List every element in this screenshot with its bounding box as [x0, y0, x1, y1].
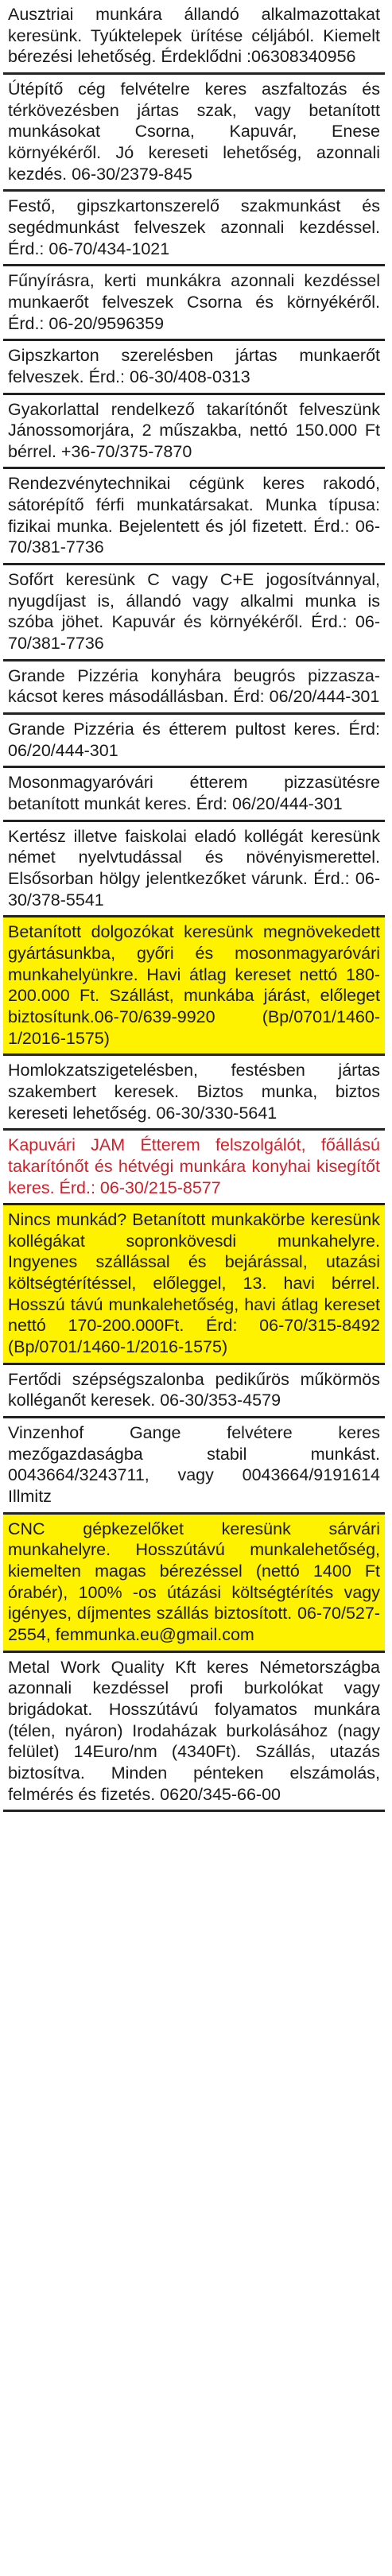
classified-ad: Ausztriai munkára állandó alkalmazottakat keresünk. Tyúktelepek ürítése céljából. Kiemelt bérezési lehetőség. Érdeklődni :06308340956 — [3, 0, 385, 75]
classified-ad: Metal Work Quality Kft keres Németországba azonnali kezdéssel profi burkolókat vagy brigádokat. Hosszútávú folyamatos munkára (télen, nyáron) Irodaházak burkolásához (nagy felület) 14Euro/nm (4340Ft). Szállás, utazás biztosítva. Minden pénteken elszámolás, felmérés és fizetés. 0620/345-66-00 — [3, 1653, 385, 1813]
classified-ad: Fertődi szépségszalonba pedikűrös műkörmös kolléganőt keresek. 06-30/353-4579 — [3, 1365, 385, 1418]
classified-ad: Útépítő cég felvételre keres aszfaltozás és térkövezésben jártas szak, vagy betanított munkásokat Csorna, Kapuvár, Enese környékéről. Jó kereseti lehetőség, azonnali kezdés. 06-30/2379-845 — [3, 75, 385, 192]
classified-ads-column — [3, 0, 385, 1812]
classified-ad-highlighted: CNC gépkezelőket keresünk sárvári munkahelyre. Hosszútávú munkalehetőség, kiemelten magas bérezéssel (nettó 1400 Ft órabér), 100% -os útázási költségtérítés vagy igényes, díjmentes szállás biztosított. 06-70/527-2554, femmunka.eu@gmail.com — [3, 1515, 385, 1653]
classified-ad: Rendezvénytechnikai cégünk keres rakodó, sátorépítő férfi munkatársakat. Munka típusa: fizikai munka. Bejelentett és jól fizetett. Érd.: 06-70/381-7736 — [3, 469, 385, 565]
classified-ad-highlighted: Nincs munkád? Betanított munkakörbe keresünk kollégákat sopronkövesdi munkahelyre. Ingyenes szállással és bejárással, utazási költségtérítéssel, előleggel, 13. havi bérrel. Hosszú távú munkalehetőség, havi átlag kereset nettó 170-200.000Ft. Érd: 06-70/315-8492 (Bp/0701/1460-1/2016-1575) — [3, 1205, 385, 1365]
classified-ad: Sofőrt keresünk C vagy C+E jogosítvánnyal, nyugdíjast is, állandó vagy alkalmi munka is szóba jöhet. Kapuvár és környékéről. Érd.: 06-70/381-7736 — [3, 565, 385, 661]
classified-ad: Gipszkarton szerelésben jártas munkaerőt felveszek. Érd.: 06-30/408-0313 — [3, 341, 385, 394]
classified-ad: Vinzenhof Gange felvétere keres mezőgazdaságba stabil munkást. 0043664/3243711, vagy 0043664/9191614 Illmitz — [3, 1418, 385, 1515]
classified-ad: Grande Pizzéria és étterem pultost keres. Érd: 06/20/444-301 — [3, 715, 385, 768]
classified-ad: Festő, gipszkartonszerelő szakmunkást és segédmunkást felveszek azonnali kezdéssel. Érd.: 06-70/434-1021 — [3, 192, 385, 266]
classified-ad: Grande Pizzéria konyhára beugrós pizzasza-kácsot keres másodállásban. Érd: 06/20/444-301 — [3, 661, 385, 715]
classified-ad-highlighted: Betanított dolgozókat keresünk megnövekedett gyártásunkba, győri és mosonmagyaróvári munkahelyünkre. Havi átlag kereset nettó 180-200.000 Ft. Szállást, munkába járást, előleget biztosítunk.06-70/639-9920 (Bp/0701/1460-1/2016-1575) — [3, 918, 385, 1056]
classified-ad: Mosonmagyaróvári étterem pizzasütésre betanított munkát keres. Érd: 06/20/444-301 — [3, 768, 385, 821]
classified-ad-red: Kapuvári JAM Étterem felszolgálót, főállású takarítónőt és hétvégi munkára konyhai kisegítőt keres. Érd.: 06-30/215-8577 — [3, 1131, 385, 1205]
classified-ad: Kertész illetve faiskolai eladó kollégát keresünk német nyelvtudással és növényismerettel. Elsősorban hölgy jelentkezőket várunk. Érd.: 06-30/378-5541 — [3, 822, 385, 918]
classified-ad: Gyakorlattal rendelkező takarítónőt felveszünk Jánossomorjára, 2 műszakba, nettó 150.000 Ft bérrel. +36-70/375-7870 — [3, 395, 385, 470]
classified-ad: Homlokzatszigetelésben, festésben jártas szakembert keresek. Biztos munka, biztos kereseti lehetőség. 06-30/330-5641 — [3, 1056, 385, 1131]
classified-ad: Fűnyírásra, kerti munkákra azonnali kezdéssel munkaerőt felveszek Csorna és környékéről. Érd.: 06-20/9596359 — [3, 266, 385, 341]
